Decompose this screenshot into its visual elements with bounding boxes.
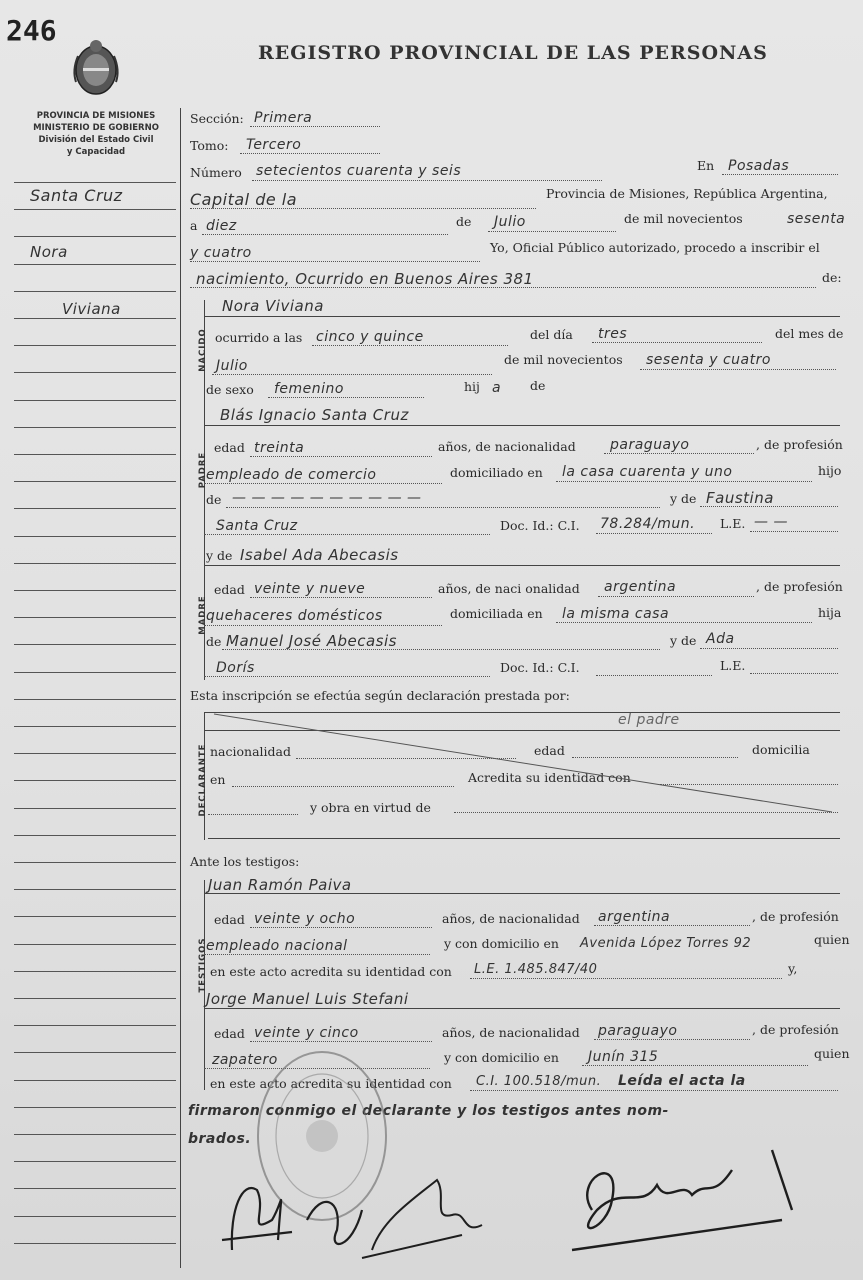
margin-rule [14,1188,176,1189]
value-testigo-2: Jorge Manuel Luis Stefani [206,990,409,1008]
label-edad-t1: edad [214,912,245,927]
value-padre-ydе: Faustina [706,489,774,507]
value-madre: Isabel Ada Abecasis [240,546,399,564]
signature-icon [572,1150,792,1250]
value-t1-doc: L.E. 1.485.847/40 [474,962,598,977]
label-de-4: de [206,634,222,649]
label-edad-decl: edad [534,743,565,758]
value-t2-nac: paraguayo [598,1023,678,1039]
label-domiciliado: domiciliado en [450,465,543,480]
column-divider [180,108,181,1268]
signature-icon [222,1188,362,1250]
margin-rule [14,1052,176,1053]
value-anio-nac: sesenta y cuatro [646,352,771,368]
value-t1-prof: empleado nacional [206,938,348,954]
label-con-dom-2: y con domicilio en [444,1050,559,1065]
label-del-dia: del día [530,327,573,342]
label-obra: y obra en virtud de [310,800,431,815]
value-mes-nac: Julio [216,358,248,374]
issuer-line: y Capacidad [66,147,126,157]
label-nacionalidad: nacionalidad [210,744,291,759]
margin-rule [14,916,176,917]
label-de: de [456,214,472,229]
margin-surname: Santa Cruz [30,186,123,205]
label-seccion: Sección: [190,111,244,126]
margin-rule [14,508,176,509]
margin-rule [14,862,176,863]
label-de-colon: de: [822,270,842,285]
value-t1-dom: Avenida López Torres 92 [580,936,752,951]
margin-rule [14,454,176,455]
value-dia-nac: tres [598,326,628,342]
label-mil-nov-2: de mil novecientos [504,352,623,367]
value-hora: cinco y quince [316,329,424,345]
margin-rule [14,726,176,727]
margin-rule [14,971,176,972]
side-label-padre: PADRE [198,451,208,489]
label-en-2: en [210,772,226,787]
margin-rule [14,372,176,373]
value-madre-de: Manuel José Abecasis [226,632,397,650]
label-acredita-2: en este acto acredita su identidad con [210,964,452,979]
label-hijo: hijo [818,463,842,478]
margin-rule [14,236,176,237]
value-cierre-2: firmaron conmigo el declarante y los testigos antes nom- [188,1103,669,1119]
label-quien-2: quien [814,1046,850,1061]
issuer-line: PROVINCIA DE MISIONES [36,111,156,121]
label-le-2: L.E. [720,658,746,673]
value-dia: diez [206,218,237,234]
label-numero: Número [190,165,242,180]
label-domicilia: domicilia [752,742,810,757]
label-profesion: , de profesión [756,437,843,452]
margin-rule [14,1161,176,1162]
margin-rule [14,182,176,183]
value-madre-dom: la misma casa [562,606,670,622]
margin-rule [14,889,176,890]
margin-rule [14,998,176,999]
value-padre-dom: la casa cuarenta y uno [562,464,733,480]
margin-rule [14,318,176,319]
margin-rule [14,345,176,346]
margin-rule [14,835,176,836]
value-hij: a [492,380,502,396]
label-acredita: Acredita su identidad con [468,770,631,785]
cancel-stroke [204,712,844,842]
label-le: L.E. [720,516,746,531]
value-anio-cont: y cuatro [190,245,252,261]
side-label-nacido: NACIDO [198,328,208,372]
label-mil-novecientos: de mil novecientos [624,211,743,226]
label-edad-madre: edad [214,582,245,597]
value-t2-doc: C.I. 100.518/mun. [476,1074,602,1089]
label-a: a [190,218,198,233]
value-padre-nac: paraguayo [610,437,690,453]
value-cierre-3: brados. [188,1131,252,1147]
value-madre-prof: quehaceres domésticos [206,608,383,624]
value-padre-de: — — — — — — — — — — [232,490,422,506]
label-quien: quien [814,932,850,947]
issuer-line: MINISTERIO DE GOBIERNO [33,123,159,133]
margin-rule [14,1243,176,1244]
side-label-testigos: TESTIGOS [198,937,208,993]
value-padre-prof: empleado de comercio [206,467,377,483]
folio-number: 246 [6,14,57,47]
value-ciudad: Posadas [728,158,790,174]
value-mes: Julio [494,214,526,230]
margin-rule [14,291,176,292]
label-y: y, [788,961,798,976]
margin-rule [14,753,176,754]
coat-of-arms-icon [68,30,124,104]
label-anios-nac: años, de nacionalidad [438,439,576,454]
label-testigos: Ante los testigos: [190,854,300,869]
value-t2-edad: veinte y cinco [254,1025,359,1041]
margin-rule [14,780,176,781]
value-capital: Capital de la [190,190,298,209]
value-padre: Blás Ignacio Santa Cruz [220,406,409,424]
value-sexo: femenino [274,381,344,397]
value-t1-edad: veinte y ocho [254,911,356,927]
value-padre-le: — — [754,514,788,530]
label-y-de-2: y de [206,548,233,563]
label-hija: hija [818,605,842,620]
margin-rule [14,1080,176,1081]
label-edad: edad [214,440,245,455]
label-con-dom: y con domicilio en [444,936,559,951]
label-de-2: de [530,378,546,393]
margin-rule [14,672,176,673]
label-de-3: de [206,492,222,507]
label-ocurrido: ocurrido a las [215,330,303,345]
label-profesion-2: , de profesión [756,579,843,594]
signatures [212,1140,852,1270]
issuer-block [14,110,178,158]
value-padre-edad: treinta [254,440,305,456]
value-madre-nac: argentina [604,579,677,595]
margin-rule [14,617,176,618]
label-acredita-3: en este acto acredita su identidad con [210,1076,452,1091]
label-anios-nac-2: años, de naci onalidad [438,581,580,596]
margin-rule [14,427,176,428]
value-padre-ci: 78.284/mun. [600,516,696,532]
label-tomo: Tomo: [190,138,229,153]
side-label-madre: MADRE [198,595,208,635]
label-del-mes: del mes de [775,326,844,341]
margin-rule [14,264,176,265]
label-provincia: Provincia de Misiones, República Argentina, [546,186,828,201]
margin-rule [14,590,176,591]
margin-rule [14,699,176,700]
value-tomo: Tercero [246,137,302,153]
label-anios-nac-4: años, de nacionalidad [442,1025,580,1040]
value-seccion: Primera [254,110,313,126]
label-y-de: y de [670,491,697,506]
value-nombre-nacido: Nora Viviana [222,297,324,315]
margin-rule [14,536,176,537]
margin-name: Viviana [62,300,121,318]
margin-rule [14,944,176,945]
label-doc: Doc. Id.: C.I. [500,518,580,533]
margin-rule [14,481,176,482]
label-oficial: Yo, Oficial Público autorizado, procedo a inscribir el [490,240,820,255]
margin-rule [14,1216,176,1217]
label-declaracion: Esta inscripción se efectúa según declaración prestada por: [190,688,570,703]
margin-rule [14,1134,176,1135]
label-profesion-3: , de profesión [752,909,839,924]
label-domiciliada: domiciliada en [450,606,543,621]
side-label-declarante: DECLARANTE [198,743,208,817]
value-acto: nacimiento, Ocurrido en Buenos Aires 381 [196,270,534,288]
margin-name: Nora [30,243,68,261]
value-numero: setecientos cuarenta y seis [256,163,462,179]
label-y-de-3: y de [670,633,697,648]
margin-rule [14,400,176,401]
value-madre-yde: Ada [706,631,735,647]
margin-rule [14,209,176,210]
label-edad-t2: edad [214,1026,245,1041]
margin-rule [14,1107,176,1108]
margin-rule [14,1025,176,1026]
value-madre-edad: veinte y nueve [254,581,366,597]
value-anio: sesenta [787,211,846,227]
value-madre-yde2: Dorís [216,660,255,676]
margin-rule [14,808,176,809]
value-cierre-1: Leída el acta la [618,1073,746,1089]
label-doc-2: Doc. Id.: C.I. [500,660,580,675]
label-sexo: de sexo [206,382,254,397]
value-t2-prof: zapatero [212,1052,278,1068]
margin-rule [14,644,176,645]
label-profesion-4: , de profesión [752,1022,839,1037]
value-padre-yde2: Santa Cruz [216,518,298,534]
margin-rule [14,563,176,564]
label-hij: hij [464,379,480,394]
value-declarante: el padre [618,712,680,728]
label-en: En [697,158,715,173]
value-t1-nac: argentina [598,909,671,925]
page-title: REGISTRO PROVINCIAL DE LAS PERSONAS [258,42,768,64]
value-t2-dom: Junín 315 [588,1049,659,1065]
signature-icon [362,1180,482,1258]
label-anios-nac-3: años, de nacionalidad [442,911,580,926]
value-testigo-1: Juan Ramón Paiva [208,876,352,894]
issuer-line: División del Estado Civil [38,135,154,145]
